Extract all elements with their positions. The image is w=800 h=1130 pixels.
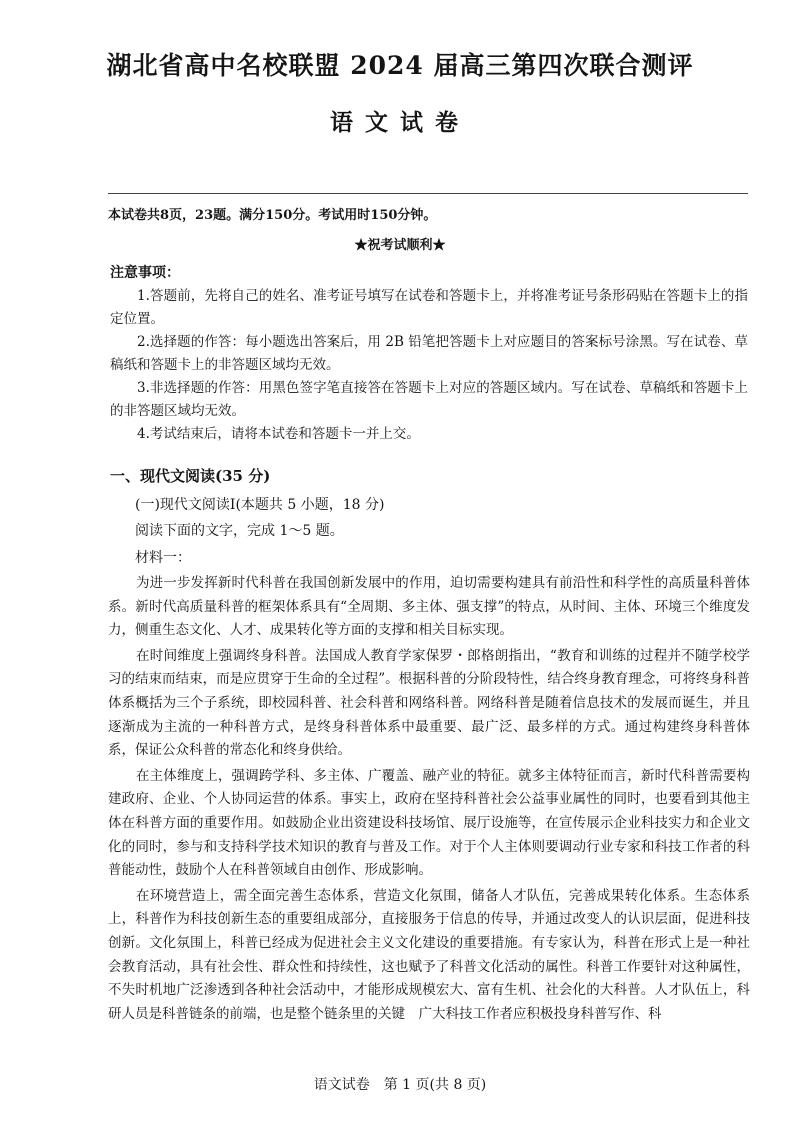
- passage-paragraph: 在时间维度上强调终身科普。法国成人教育学家保罗・郎格朗指出，“教育和训练的过程并不随学校学习的结束而结束，而是应贯穿于生命的全过程”。根据科普的分阶段特性，结合终身教育理念，可将终身科普体系概括为三个子系统，即校园科普、社会科普和网络科普。网络科普是随着信息技术的发展而诞生，并且逐渐成为主流的一种科普方式，是终身科普体系中最重要、最广泛、最多样的方式。通过构建终身科普体系，保证公众科普的常态化和终身供给。: [108, 647, 750, 759]
- part-title: (一)现代文阅读Ⅰ(本题共 5 小题，18 分): [135, 497, 385, 513]
- material-label: 材料一：: [135, 550, 191, 566]
- good-luck-banner: ★祝考试顺利★: [354, 238, 446, 253]
- exam-subject-title: 语文试卷: [330, 109, 470, 136]
- section-title: 一、现代文阅读(35 分): [110, 467, 271, 485]
- notice-item: 4.考试结束后，请将本试卷和答题卡一并上交。: [137, 426, 420, 442]
- page-footer: 语文试卷 第 1 页(共 8 页): [313, 1077, 487, 1093]
- exam-title: 湖北省高中名校联盟 2024 届高三第四次联合测评: [106, 51, 694, 80]
- notice-item: 1.答题前，先将自己的姓名、准考证号填写在试卷和答题卡上，并将准考证号条形码贴在答题卡上的指定位置。: [110, 288, 748, 327]
- header-divider: [108, 193, 748, 194]
- notice-title: 注意事项：: [110, 265, 180, 281]
- notice-item: 3.非选择题的作答：用黑色签字笔直接答在答题卡上对应的答题区域内。写在试卷、草稿纸和答题卡上的非答题区域均无效。: [110, 380, 748, 419]
- passage-paragraph: 为进一步发挥新时代科普在我国创新发展中的作用，迫切需要构建具有前沿性和科学性的高质量科普体系。新时代高质量科普的框架体系具有“全周期、多主体、强支撑”的特点，从时间、主体、环境三个维度发力，侧重生态文化、人才、成果转化等方面的支撑和相关目标实现。: [108, 575, 750, 639]
- passage-paragraph: 在环境营造上，需全面完善生态体系，营造文化氛围，储备人才队伍，完善成果转化体系。生态体系上，科普作为科技创新生态的重要组成部分，直接服务于信息的传导，并通过改变人的认识层面，促进科技创新。文化氛围上，科普已经成为促进社会主义文化建设的重要措施。有专家认为，科普在形式上是一种社会教育活动，具有社会性、群众性和持续性，这也赋予了科普文化活动的属性。科普工作要针对这种属性，不失时机地广泛渗透到各种社会活动中，才能形成规模宏大、富有生机、社会化的大科普。人才队伍上，科研人员是科普链条的前端，也是整个链条里的关键 广大科技工作者应积极投身科普写作、科: [108, 887, 750, 1022]
- passage-paragraph: 在主体维度上，强调跨学科、多主体、广覆盖、融产业的特征。就多主体特征而言，新时代科普需要构建政府、企业、个人协同运营的体系。事实上，政府在坚持科普社会公益事业属性的同时，也要看到其他主体在科普方面的重要作用。如鼓励企业出资建设科技场馆、展厅设施等，在宣传展示企业科技实力和企业文化的同时，参与和支持科学技术知识的教育与普及工作。对于个人主体则要调动行业专家和科技工作者的科普能动性，鼓励个人在科普领域自由创作、形成影响。: [108, 767, 750, 879]
- reading-passage: [108, 572, 750, 1028]
- notice-item: 2.选择题的作答：每小题选出答案后，用 2B 铅笔把答题卡上对应题目的答案标号涂黑。写在试卷、草稿纸和答题卡上的非答题区域均无效。: [110, 334, 748, 373]
- reading-instruction: 阅读下面的文字，完成 1～5 题。: [135, 523, 344, 539]
- notice-list: [110, 285, 748, 446]
- exam-info: 本试卷共8页，23题。满分150分。考试用时150分钟。: [108, 208, 437, 223]
